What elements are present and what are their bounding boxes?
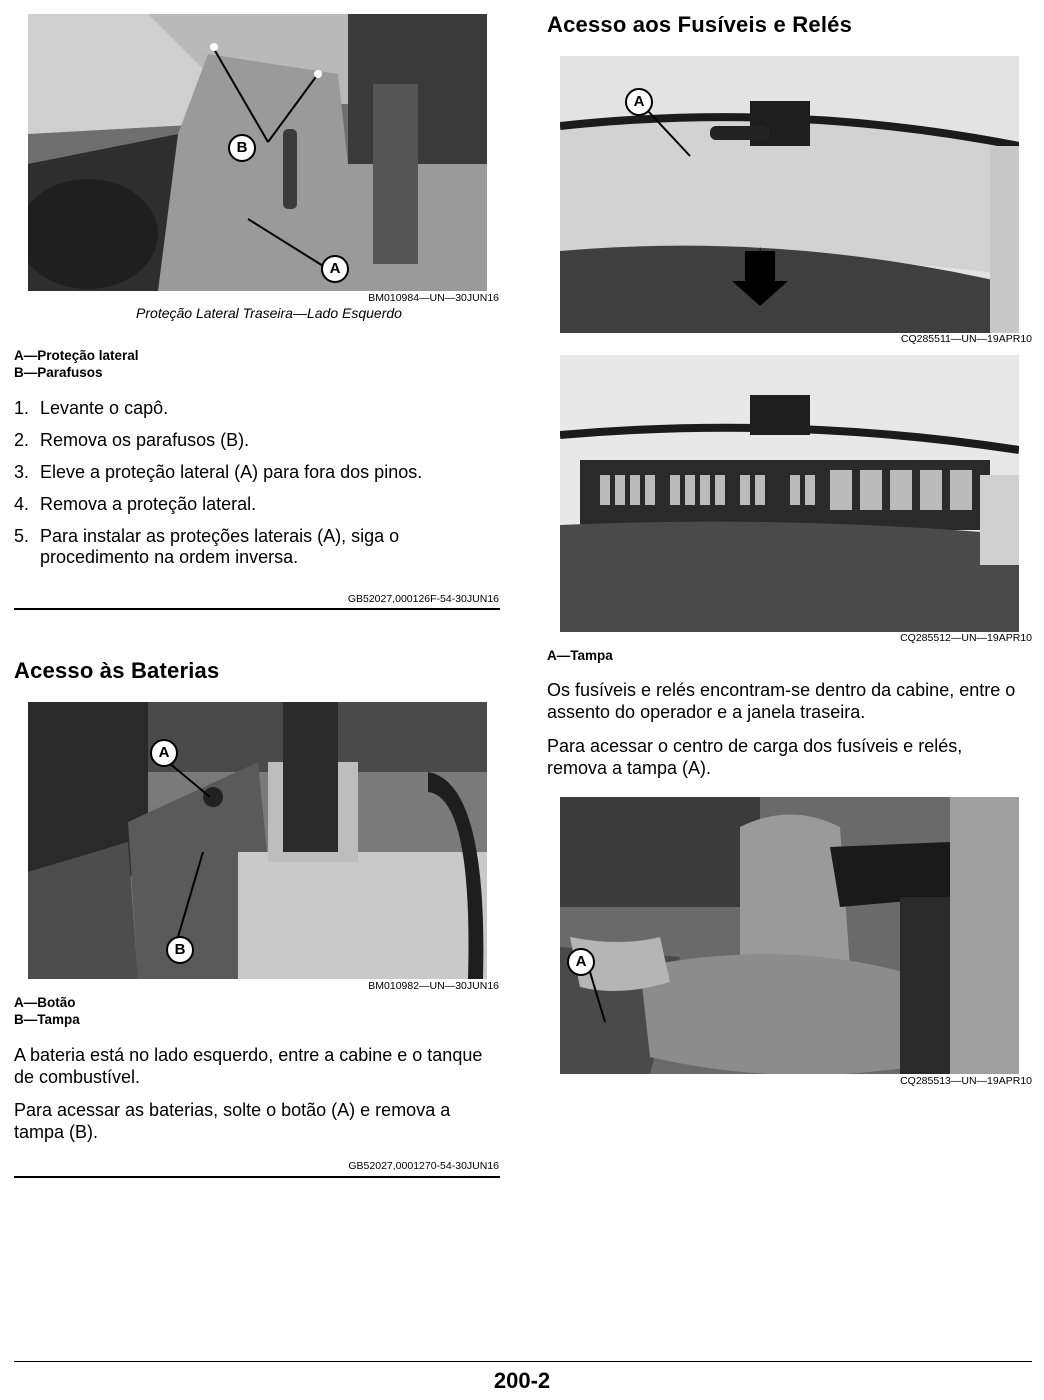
callout-letter: A <box>575 953 587 970</box>
battery-location-text: A bateria está no lado esquerdo, entre a cabine e o tanque de combustível. <box>14 1045 483 1087</box>
footer-rule <box>14 1361 1032 1362</box>
legend-list <box>14 347 139 381</box>
callout-letter: A <box>633 93 645 110</box>
fuse-relay-panel-photo <box>560 355 1019 632</box>
step-text: Remova os parafusos (B). <box>40 430 250 450</box>
reference-code: GB52027,0001270-54-30JUN16 <box>348 1160 499 1172</box>
section-divider <box>14 608 500 610</box>
callout-letter: B <box>174 941 186 958</box>
battery-access-text: Para acessar as baterias, solte o botão (A) e remova a tampa (B). <box>14 1100 451 1142</box>
step-item <box>14 494 484 515</box>
legend-list <box>547 647 613 664</box>
callout-letter: A <box>329 260 341 277</box>
figure-code: BM010982—UN—30JUN16 <box>368 980 499 992</box>
procedure-steps <box>14 398 484 579</box>
operator-seat-photo <box>560 797 1019 1074</box>
step-number: 4. <box>14 494 30 514</box>
step-number: 2. <box>14 430 30 450</box>
figure-code: CQ285513—UN—19APR10 <box>900 1075 1032 1087</box>
legend-item: A—Proteção lateral <box>14 348 139 363</box>
legend-item: B—Tampa <box>14 1012 80 1027</box>
legend-list <box>14 994 80 1028</box>
callout-a-fuse-cover <box>625 88 653 116</box>
battery-access-photo <box>28 702 487 979</box>
step-text: Eleve a proteção lateral (A) para fora dos pinos. <box>40 462 423 482</box>
callout-a-battery <box>150 739 178 767</box>
step-number: 5. <box>14 526 30 546</box>
legend-item: A—Tampa <box>547 648 613 663</box>
step-number: 1. <box>14 398 30 418</box>
callout-b-battery <box>166 936 194 964</box>
page-number: 200-2 <box>493 1368 551 1393</box>
callout-a-fig1 <box>321 255 349 283</box>
step-number: 3. <box>14 462 30 482</box>
callout-a-seat <box>567 948 595 976</box>
figure-code: CQ285511—UN—19APR10 <box>900 333 1032 345</box>
figure-code: CQ285512—UN—19APR10 <box>900 632 1032 644</box>
legend-item: A—Botão <box>14 995 76 1010</box>
step-item <box>14 398 484 419</box>
reference-code: GB52027,000126F-54-30JUN16 <box>347 593 499 605</box>
section-divider <box>14 1176 500 1178</box>
step-text: Para instalar as proteções laterais (A), siga o procedimento na ordem inversa. <box>40 526 400 567</box>
figure-caption: Proteção Lateral Traseira—Lado Esquerdo <box>136 305 402 321</box>
step-text: Remova a proteção lateral. <box>40 494 257 514</box>
fuse-access-text: Para acessar o centro de carga dos fusíveis e relés, remova a tampa (A). <box>547 736 963 778</box>
figure-code: BM010984—UN—30JUN16 <box>368 292 499 304</box>
step-text: Levante o capô. <box>40 398 169 418</box>
step-item <box>14 430 484 451</box>
callout-letter: A <box>158 744 170 761</box>
rear-side-shield-photo <box>28 14 487 291</box>
callout-letter: B <box>236 139 248 156</box>
step-item <box>14 526 484 568</box>
section-title-batteries: Acesso às Baterias <box>14 658 220 683</box>
legend-item: B—Parafusos <box>14 365 103 380</box>
callout-b-fig1 <box>228 134 256 162</box>
fuse-location-text: Os fusíveis e relés encontram-se dentro da cabine, entre o assento do operador e a janela traseira. <box>547 680 1016 722</box>
step-item <box>14 462 484 483</box>
section-title-fuses-relays: Acesso aos Fusíveis e Relés <box>547 12 853 37</box>
